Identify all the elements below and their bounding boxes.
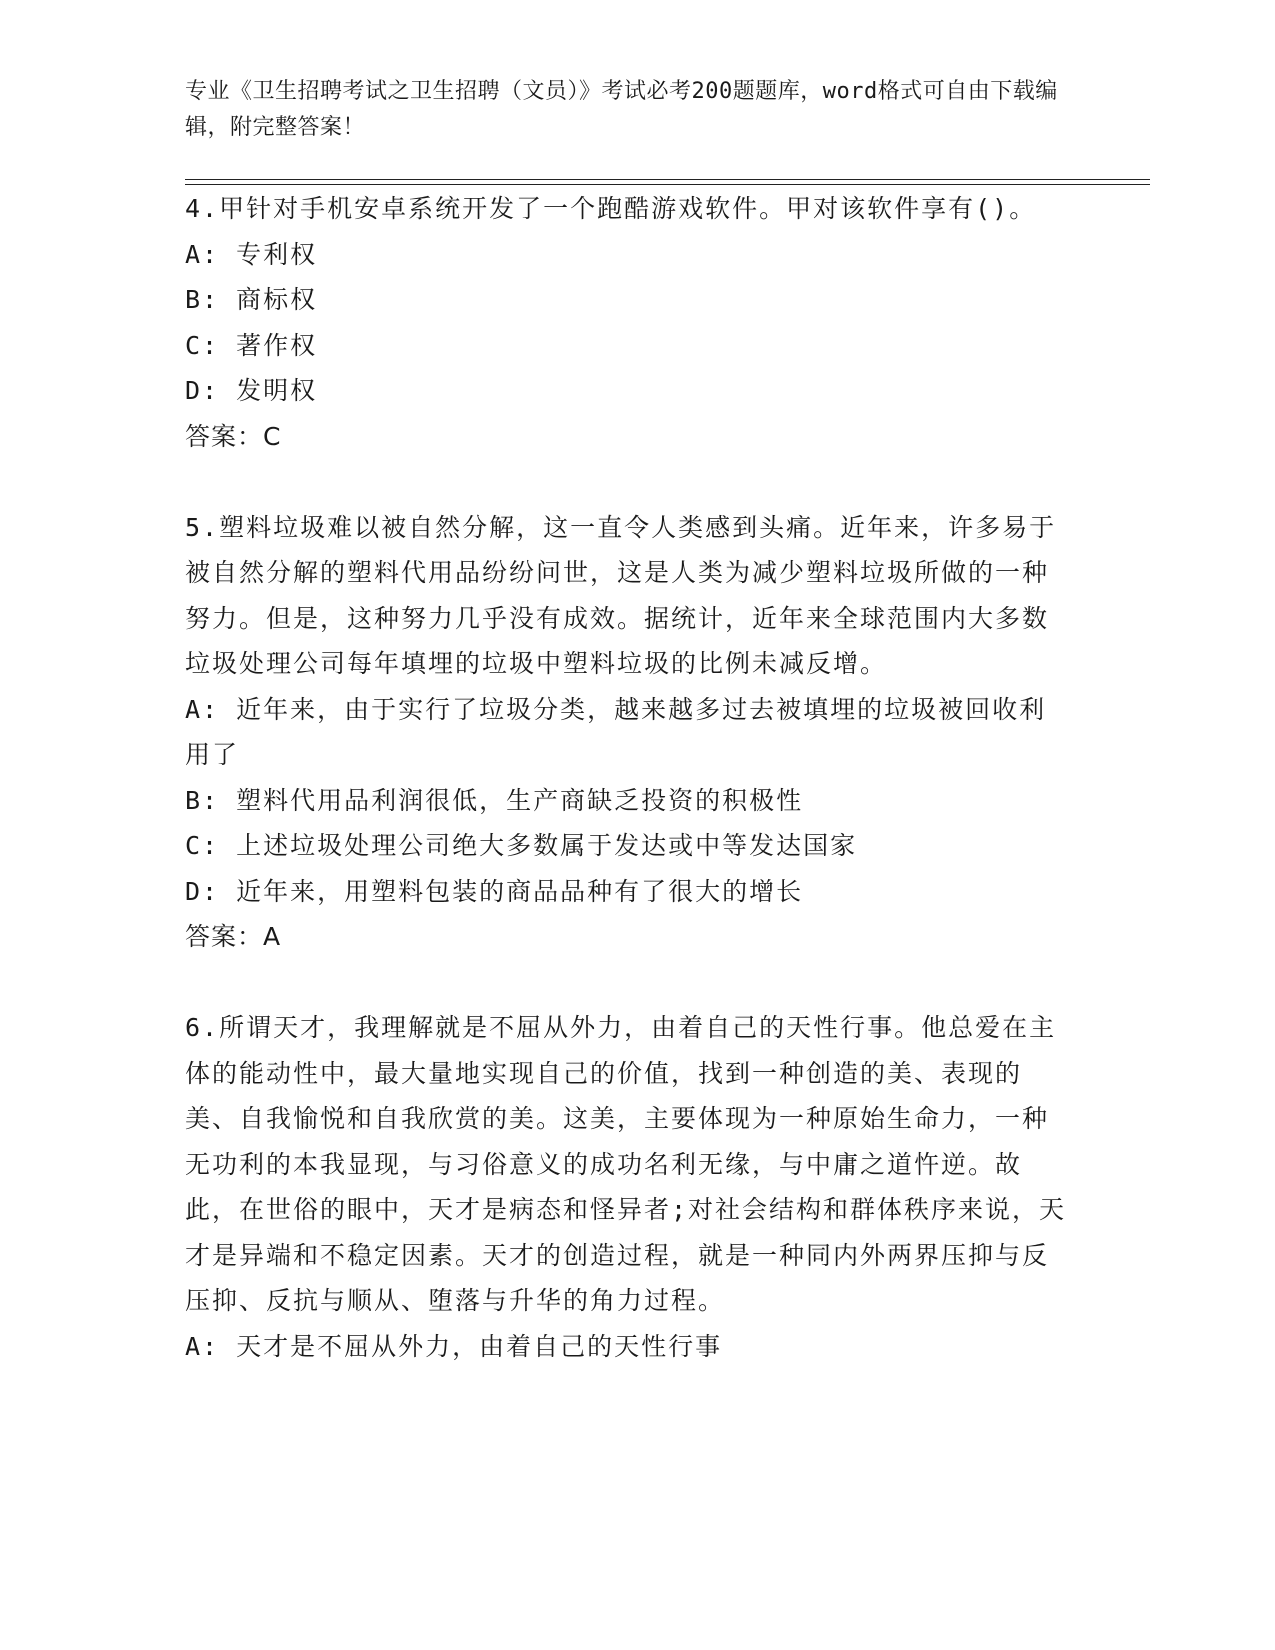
answer-line: 答案：C [185, 421, 282, 451]
question-4 [185, 186, 1070, 459]
option-d [185, 869, 1070, 915]
option-label: A: [185, 1331, 220, 1361]
option-label: D: [185, 376, 220, 405]
question-stem: 5.塑料垃圾难以被自然分解，这一直令人类感到头痛。近年来，许多易于被自然分解的塑料代用品纷纷问世，这是人类为减少塑料垃圾所做的一种努力。但是，这种努力几乎没有成效。据统计，近年来全球范围内大多数垃圾处理公司每年填埋的垃圾中塑料垃圾的比例未减反增。 [185, 512, 1057, 678]
option-label: C: [185, 831, 220, 860]
option-text: 近年来，由于实行了垃圾分类，越来越多过去被填埋的垃圾被回收利用了 [185, 694, 1047, 769]
option-text: 专利权 [236, 239, 318, 269]
option-b [185, 277, 1070, 323]
header-rule-top [185, 179, 1150, 180]
question-stem: 6.所谓天才，我理解就是不屈从外力，由着自己的天性行事。他总爱在主体的能动性中，最大量地实现自己的价值，找到一种创造的美、表现的美、自我愉悦和自我欣赏的美。这美，主要体现为一种原始生命力，一种无功利的本我显现，与习俗意义的成功名利无缘，与中庸之道忤逆。故此，在世俗的眼中，天才是病态和怪异者;对社会结构和群体秩序来说，天才是异端和不稳定因素。天才的创造过程，就是一种同内外两界压抑与反压抑、反抗与顺从、堕落与升华的角力过程。 [185, 1013, 1067, 1315]
question-list [185, 186, 1070, 1369]
option-label: A: [185, 239, 220, 269]
header-rule-bottom [185, 184, 1150, 185]
question-stem: 4.甲针对手机安卓系统开发了一个跑酷游戏软件。甲对该软件享有()。 [185, 194, 1037, 223]
option-d [185, 368, 1070, 414]
spacer [185, 459, 1070, 505]
option-text: 著作权 [236, 330, 318, 360]
option-b [185, 778, 1070, 824]
question-6 [185, 1005, 1070, 1369]
option-label: B: [185, 785, 220, 815]
option-text: 天才是不屈从外力，由着自己的天性行事 [236, 1331, 723, 1361]
option-a [185, 232, 1070, 278]
answer-line: 答案：A [185, 922, 282, 951]
option-text: 近年来，用塑料包装的商品品种有了很大的增长 [236, 876, 804, 906]
option-text: 商标权 [236, 285, 318, 314]
option-label: A: [185, 694, 220, 724]
option-a [185, 687, 1070, 778]
option-text: 上述垃圾处理公司绝大多数属于发达或中等发达国家 [236, 831, 858, 860]
option-a [185, 1324, 1070, 1370]
question-5 [185, 505, 1070, 960]
option-label: B: [185, 285, 220, 314]
option-text: 塑料代用品利润很低，生产商缺乏投资的积极性 [236, 785, 804, 815]
option-label: C: [185, 330, 220, 360]
option-c [185, 323, 1070, 369]
option-label: D: [185, 876, 220, 906]
option-c [185, 823, 1070, 869]
option-text: 发明权 [236, 376, 318, 405]
document-header: 专业《卫生招聘考试之卫生招聘（文员）》考试必考200题题库，word格式可自由下载编辑，附完整答案！ [185, 79, 1058, 140]
spacer [185, 960, 1070, 1006]
